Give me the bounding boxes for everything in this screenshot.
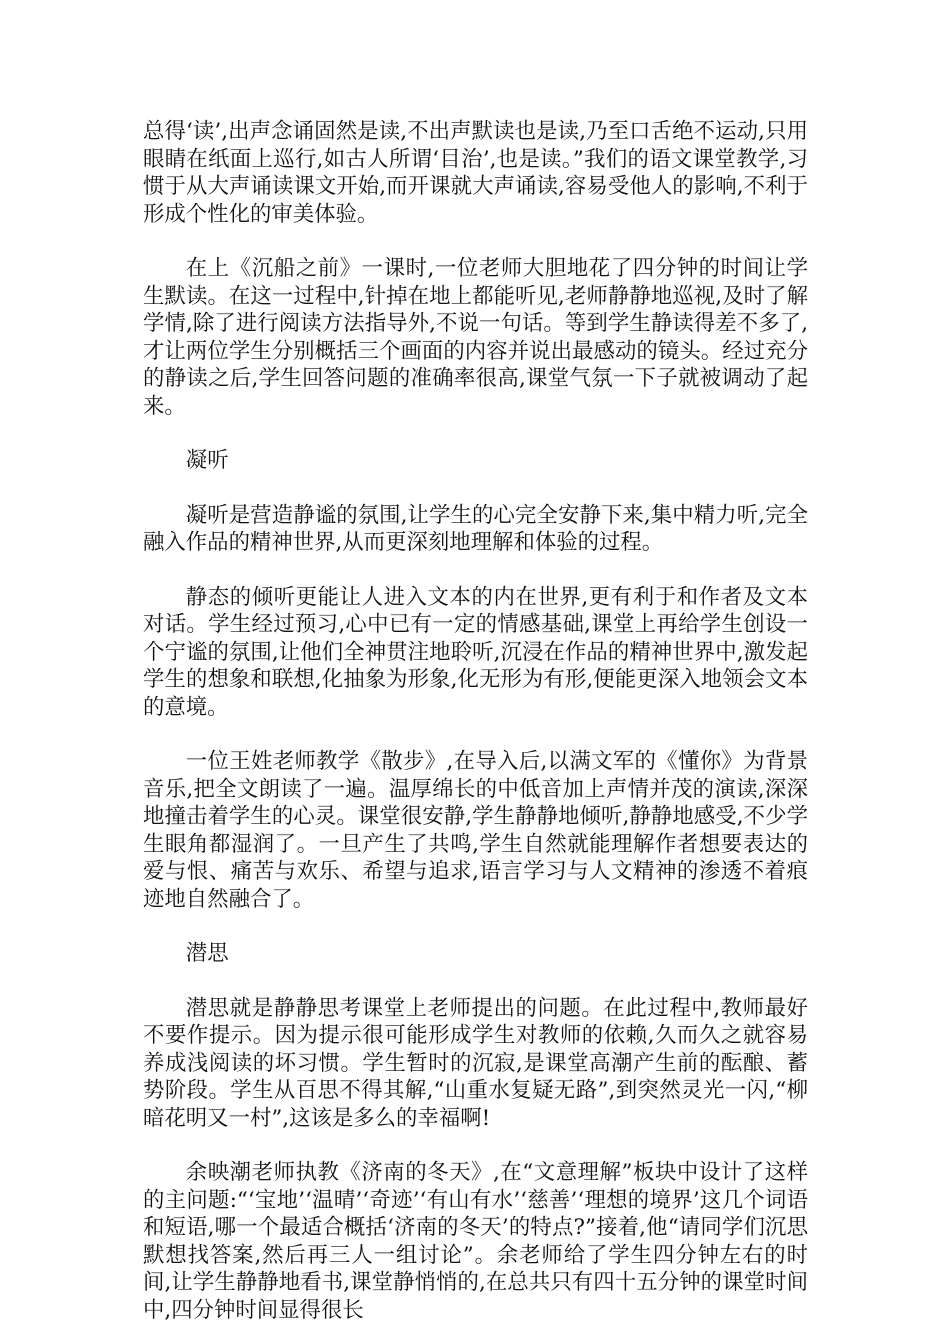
document-page	[143, 118, 808, 1324]
paragraph-listening-example: 一位王姓老师教学《散步》,在导入后,以满文军的《懂你》为背景音乐,把全文朗读了一遍。温厚绵长的中低音加上声情并茂的演读,深深地撞击着学生的心灵。课堂很安静,学生静静地倾听,静静地感受,不少学生眼角都湿润了。一旦产生了共鸣,学生自然就能理解作者想要表达的爱与恨、痛苦与欢乐、希望与追求,语言学习与人文精神的渗透不着痕迹地自然融合了。	[143, 749, 808, 912]
section-heading-thinking: 潜思	[185, 941, 229, 966]
section-heading-listening: 凝听	[185, 448, 229, 473]
paragraph-listening-explanation: 静态的倾听更能让人进入文本的内在世界,更有利于和作者及文本对话。学生经过预习,心中已有一定的情感基础,课堂上再给学生创设一个宁谧的氛围,让他们全神贯注地聆听,沉浸在作品的精神世界中,激发起学生的想象和联想,化抽象为形象,化无形为有形,便能更深入地领会文本的意境。	[143, 584, 808, 720]
paragraph-thinking-example: 余映潮老师执教《济南的冬天》,在“文意理解”板块中设计了这样的主问题:“‘宝地’‘温晴’‘奇迹’‘有山有水’‘慈善’‘理想的境界’这几个词语和短语,哪一个最适合概括‘济南的冬天’的特点?”接着,他“请同学们沉思默想找答案,然后再三人一组讨论”。余老师给了学生四分钟左右的时间,让学生静静地看书,课堂静悄悄的,在总共只有四十五分钟的课堂时间中,四分钟时间显得很长	[143, 1160, 808, 1323]
paragraph-listening-definition: 凝听是营造静谧的氛围,让学生的心完全安静下来,集中精力听,完全融入作品的精神世界,从而更深刻地理解和体验的过程。	[143, 502, 808, 555]
paragraph-thinking-definition: 潜思就是静静思考课堂上老师提出的问题。在此过程中,教师最好不要作提示。因为提示很可能形成学生对教师的依赖,久而久之就容易养成浅阅读的坏习惯。学生暂时的沉寂,是课堂高潮产生前的酝酿、蓄势阶段。学生从百思不得其解,“山重水复疑无路”,到突然灵光一闪,“柳暗花明又一村”,这该是多么的幸福啊!	[143, 995, 808, 1131]
paragraph-continuation: 总得‘读’,出声念诵固然是读,不出声默读也是读,乃至口舌绝不运动,只用眼睛在纸面上巡行,如古人所谓‘目治’,也是读。”我们的语文课堂教学,习惯于从大声诵读课文开始,而开课就大声诵读,容易受他人的影响,不利于形成个性化的审美体验。	[143, 119, 808, 227]
paragraph-silent-reading-example: 在上《沉船之前》一课时,一位老师大胆地花了四分钟的时间让学生默读。在这一过程中,针掉在地上都能听见,老师静静地巡视,及时了解学情,除了进行阅读方法指导外,不说一句话。等到学生静读得差不多了,才让两位学生分别概括三个画面的内容并说出最感动的镜头。经过充分的静读之后,学生回答问题的准确率很高,课堂气氛一下子就被调动了起来。	[143, 256, 808, 419]
